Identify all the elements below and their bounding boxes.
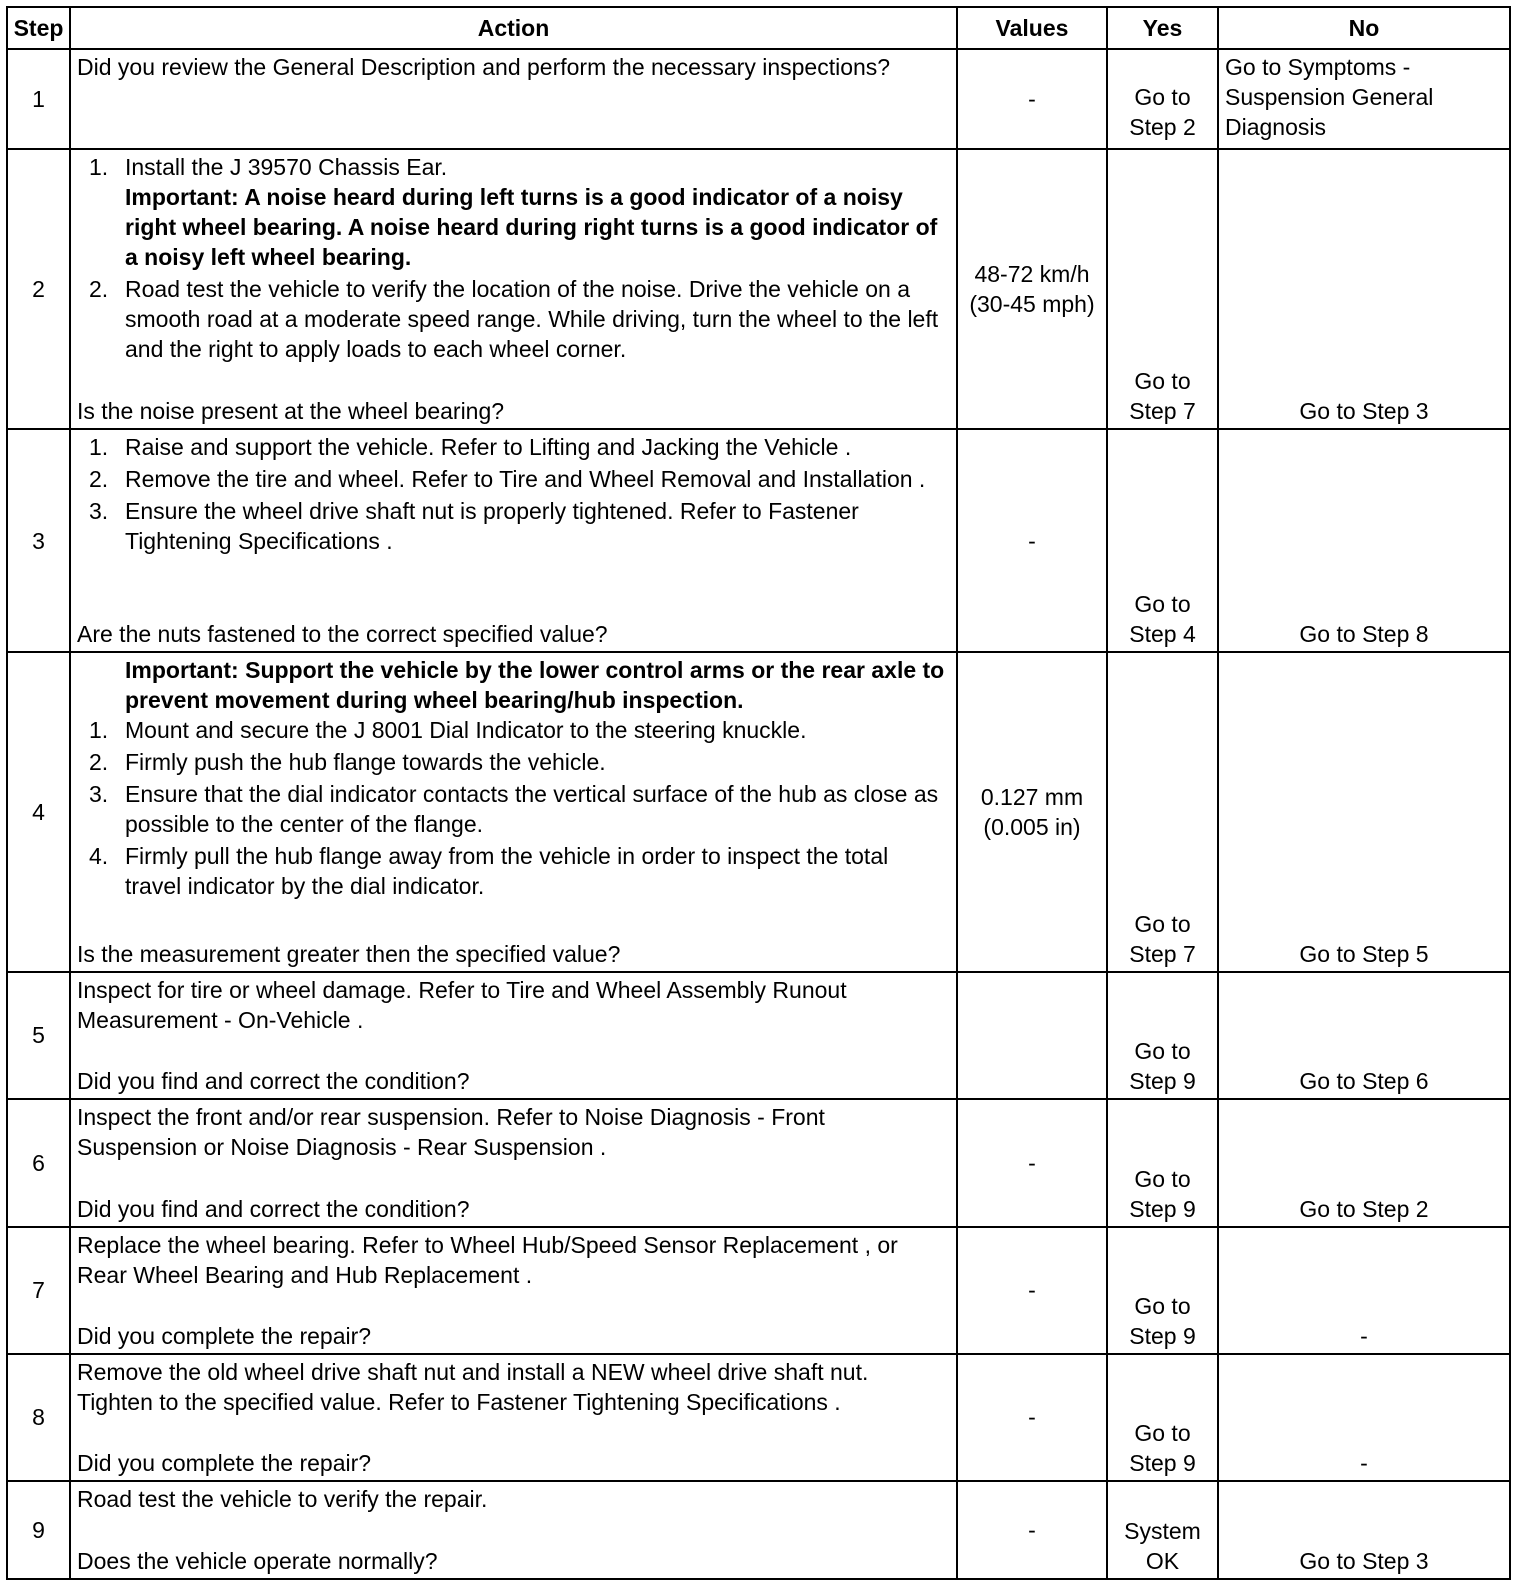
values-cell: 0.127 mm (0.005 in) [957,652,1107,971]
yes-cell: Go to Step 7 [1107,652,1218,971]
yes-cell: Go to Step 2 [1107,49,1218,149]
action-question: Did you complete the repair? [77,1323,372,1350]
header-step: Step [7,7,70,49]
no-cell: Go to Step 5 [1218,652,1510,971]
step-number: 1 [7,49,70,149]
item-number: 2. [89,466,109,493]
values-cell [957,972,1107,1100]
action-steps [77,432,950,558]
values-cell: - [957,429,1107,652]
step-number: 8 [7,1354,70,1480]
table-row [7,1354,1510,1480]
item-text: Mount and secure the J 8001 Dial Indicator to the steering knuckle. [125,717,807,744]
no-cell: - [1218,1227,1510,1355]
values-cell: - [957,1481,1107,1579]
action-text: Remove the old wheel drive shaft nut and install a NEW wheel drive shaft nut. Tighten to the specified value. Refer to Fastener Tightening Specifications . [77,1359,869,1416]
action-text: Road test the vehicle to verify the repair. [77,1485,488,1512]
action-question: Did you find and correct the condition? [77,1195,470,1222]
action-question: Did you find and correct the condition? [77,1068,470,1095]
list-item [89,747,950,777]
action-cell [70,1227,957,1355]
action-cell [70,149,957,429]
header-values: Values [957,7,1107,49]
header-yes: Yes [1107,7,1218,49]
yes-cell: Go to Step 9 [1107,1099,1218,1227]
no-cell: Go to Symptoms - Suspension General Diagnosis [1218,49,1510,149]
item-text: Install the J 39570 Chassis Ear. [125,154,448,181]
yes-cell: Go to Step 7 [1107,149,1218,429]
no-cell: Go to Step 6 [1218,972,1510,1100]
table-row [7,429,1510,652]
list-item [89,496,950,556]
step-number: 9 [7,1481,70,1579]
item-number: 2. [89,749,109,776]
step-number: 2 [7,149,70,429]
table-row [7,49,1510,149]
values-cell: - [957,49,1107,149]
action-cell [70,1099,957,1227]
action-steps [77,715,950,901]
item-number: 2. [89,276,109,303]
action-text: Replace the wheel bearing. Refer to Wheel Hub/Speed Sensor Replacement , or Rear Wheel Bearing and Hub Replacement . [77,1231,898,1288]
item-text: Firmly push the hub flange towards the vehicle. [125,749,606,776]
list-item [89,779,950,839]
item-text: Firmly pull the hub flange away from the vehicle in order to inspect the total travel indicator by the dial indicator. [125,843,889,900]
list-item [89,432,950,462]
values-cell: 48-72 km/h (30-45 mph) [957,149,1107,429]
item-number: 1. [89,717,109,744]
step-number: 5 [7,972,70,1100]
table-row [7,1227,1510,1355]
item-text: Remove the tire and wheel. Refer to Tire and Wheel Removal and Installation . [125,466,926,493]
list-item [89,715,950,745]
item-text: Ensure that the dial indicator contacts the vertical surface of the hub as close as possible to the center of the flange. [125,781,939,838]
action-cell [70,1481,957,1579]
yes-cell: Go to Step 9 [1107,972,1218,1100]
item-number: 1. [89,154,109,181]
action-question: Does the vehicle operate normally? [77,1548,438,1574]
list-item [89,274,950,364]
action-question: Are the nuts fastened to the correct specified value? [77,621,608,648]
item-text: Raise and support the vehicle. Refer to Lifting and Jacking the Vehicle . [125,434,852,461]
action-text: Did you review the General Description and perform the necessary inspections? [77,54,891,80]
action-text: Inspect the front and/or rear suspension. Refer to Noise Diagnosis - Front Suspension or Noise Diagnosis - Rear Suspension . [77,1104,825,1161]
no-cell: Go to Step 3 [1218,149,1510,429]
list-item [89,152,950,272]
no-cell: Go to Step 2 [1218,1099,1510,1227]
header-no: No [1218,7,1510,49]
yes-cell: System OK [1107,1481,1218,1579]
list-item [89,841,950,901]
diagnostic-table [6,6,1511,1580]
important-note: Important: Support the vehicle by the lower control arms or the rear axle to prevent movement during wheel bearing/hub inspection. [125,657,945,714]
table-row [7,652,1510,971]
action-cell [70,1354,957,1480]
important-note: Important: A noise heard during left turns is a good indicator of a noisy right wheel bearing. A noise heard during right turns is a good indicator of a noisy left wheel bearing. [125,184,938,271]
step-number: 6 [7,1099,70,1227]
values-cell: - [957,1227,1107,1355]
values-cell: - [957,1099,1107,1227]
item-number: 1. [89,434,109,461]
header-action: Action [70,7,957,49]
no-cell: Go to Step 8 [1218,429,1510,652]
table-row [7,1099,1510,1227]
step-number: 4 [7,652,70,971]
step-number: 7 [7,1227,70,1355]
action-cell [70,972,957,1100]
item-number: 4. [89,843,109,870]
item-text: Road test the vehicle to verify the location of the noise. Drive the vehicle on a smooth road at a moderate speed range. While driving, turn the wheel to the left and the right to apply loads to each wheel corner. [125,276,939,363]
no-cell: - [1218,1354,1510,1480]
header-row [7,7,1510,49]
yes-cell: Go to Step 9 [1107,1227,1218,1355]
list-item [89,464,950,494]
table-row [7,1481,1510,1579]
item-number: 3. [89,498,109,525]
action-cell [70,49,957,149]
step-number: 3 [7,429,70,652]
item-number: 3. [89,781,109,808]
values-cell: - [957,1354,1107,1480]
yes-cell: Go to Step 4 [1107,429,1218,652]
table-row [7,149,1510,429]
table-row [7,972,1510,1100]
action-text: Inspect for tire or wheel damage. Refer to Tire and Wheel Assembly Runout Measurement - On-Vehicle . [77,976,847,1033]
action-question: Is the measurement greater then the specified value? [77,940,621,967]
action-cell [70,652,957,971]
action-question: Did you complete the repair? [77,1449,372,1476]
no-cell: Go to Step 3 [1218,1481,1510,1579]
action-steps [77,152,950,366]
action-question: Is the noise present at the wheel bearing? [77,398,505,425]
yes-cell: Go to Step 9 [1107,1354,1218,1480]
action-cell [70,429,957,652]
item-text: Ensure the wheel drive shaft nut is properly tightened. Refer to Fastener Tightening Specifications . [125,498,859,555]
